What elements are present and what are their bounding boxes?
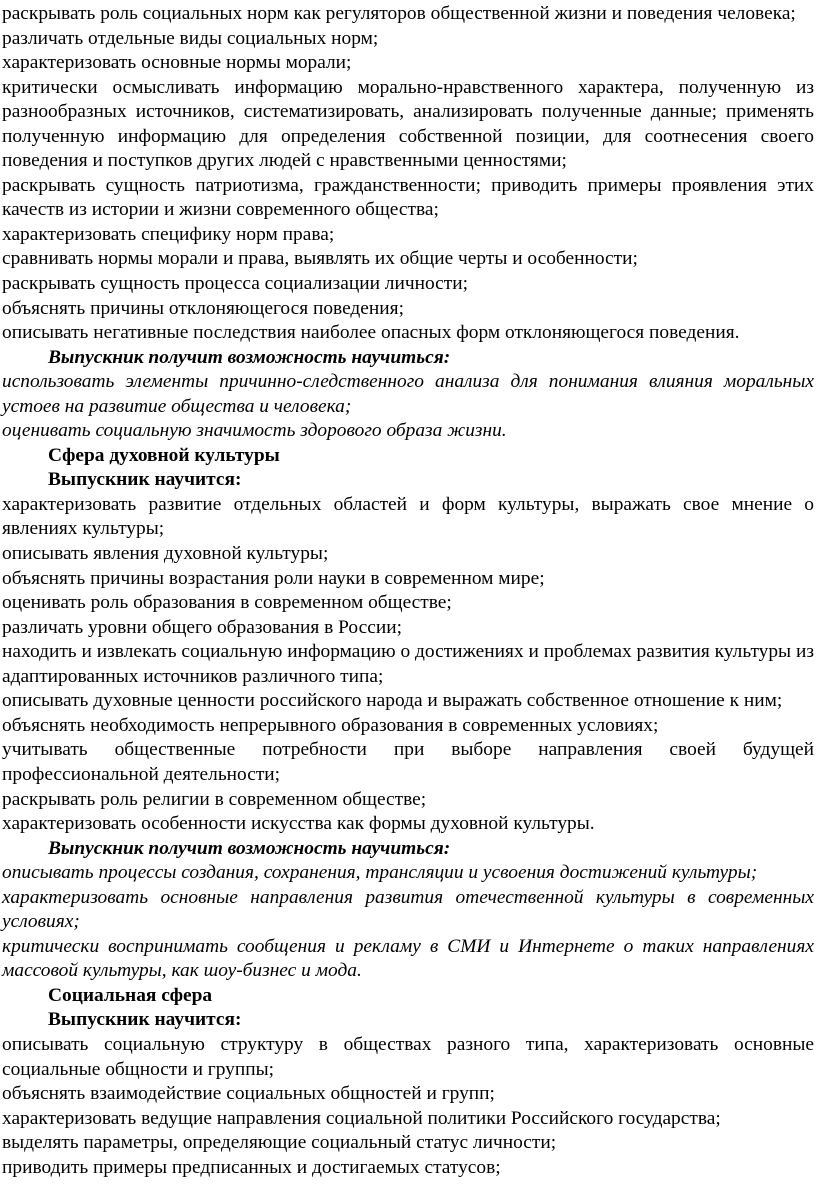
paragraph: описывать явления духовной культуры; bbox=[2, 543, 329, 565]
section-subheading: Выпускник научится: bbox=[48, 469, 242, 491]
italic-paragraph: описывать процессы создания, сохранения, трансляции и усвоения достижений культуры; bbox=[2, 862, 758, 884]
section-subheading: Выпускник научится: bbox=[48, 1009, 242, 1031]
section-subheading: Выпускник получит возможность научиться: bbox=[48, 346, 451, 368]
paragraph: приводить примеры предписанных и достигаемых статусов; bbox=[2, 1156, 501, 1178]
paragraph: раскрывать сущность процесса социализации личности; bbox=[2, 273, 469, 295]
paragraph: объяснять взаимодействие социальных общностей и групп; bbox=[2, 1083, 495, 1105]
italic-paragraph: оценивать социальную значимость здорового образа жизни. bbox=[2, 420, 507, 442]
paragraph: учитывать общественные потребности при выборе направления своей будущей профессиональной деятельности; bbox=[2, 739, 814, 785]
paragraph: находить и извлекать социальную информацию о достижениях и проблемах развития культуры из адаптированных источников различного типа; bbox=[2, 641, 814, 687]
italic-paragraph: критически воспринимать сообщения и рекламу в СМИ и Интернете о таких направлениях массовой культуры, как шоу-бизнес и мода. bbox=[2, 935, 814, 982]
section-subheading: Выпускник получит возможность научиться: bbox=[48, 837, 451, 859]
paragraph: описывать негативные последствия наиболее опасных форм отклоняющегося поведения. bbox=[2, 322, 740, 344]
paragraph: описывать социальную структуру в обществах разного типа, характеризовать основные социальные общности и группы; bbox=[2, 1033, 814, 1080]
paragraph: объяснять причины отклоняющегося поведения; bbox=[2, 297, 404, 319]
paragraph: характеризовать развитие отдельных областей и форм культуры, выражать свое мнение о явлениях культуры; bbox=[2, 493, 814, 540]
italic-paragraph: использовать элементы причинно-следственного анализа для понимания влияния моральных устоев на развитие общества и человека; bbox=[2, 371, 814, 417]
paragraph: описывать духовные ценности российского народа и выражать собственное отношение к ним; bbox=[2, 690, 783, 712]
paragraph: характеризовать специфику норм права; bbox=[2, 223, 335, 245]
paragraph: различать уровни общего образования в России; bbox=[2, 616, 402, 638]
paragraph: раскрывать роль социальных норм как регуляторов общественной жизни и поведения человека; bbox=[2, 3, 796, 24]
italic-paragraph: характеризовать основные направления развития отечественной культуры в современных условиях; bbox=[2, 886, 814, 933]
paragraph: характеризовать ведущие направления социальной политики Российского государства; bbox=[2, 1107, 721, 1129]
section-heading: Сфера духовной культуры bbox=[48, 444, 280, 466]
paragraph: объяснять необходимость непрерывного образования в современных условиях; bbox=[2, 714, 659, 736]
paragraph: характеризовать особенности искусства как формы духовной культуры. bbox=[2, 813, 595, 835]
paragraph: объяснять причины возрастания роли науки в современном мире; bbox=[2, 567, 545, 589]
section-heading: Социальная сфера bbox=[48, 984, 213, 1006]
paragraph: раскрывать роль религии в современном обществе; bbox=[2, 788, 427, 810]
paragraph: оценивать роль образования в современном обществе; bbox=[2, 592, 452, 614]
paragraph: различать отдельные виды социальных норм; bbox=[2, 27, 379, 49]
paragraph: характеризовать основные нормы морали; bbox=[2, 52, 352, 74]
paragraph: сравнивать нормы морали и права, выявлять их общие черты и особенности; bbox=[2, 248, 638, 270]
paragraph: выделять параметры, определяющие социальный статус личности; bbox=[2, 1132, 557, 1154]
paragraph: раскрывать сущность патриотизма, гражданственности; приводить примеры проявления этих качеств из истории и жизни современного общества; bbox=[2, 174, 814, 221]
paragraph: критически осмысливать информацию морально-нравственного характера, полученную из разнообразных источников, систематизировать, анализировать полученные данные; применять полученную информацию для определения собственной позиции, для соотнесения своего поведения и поступков других людей с нравственными ценностями; bbox=[2, 76, 814, 172]
